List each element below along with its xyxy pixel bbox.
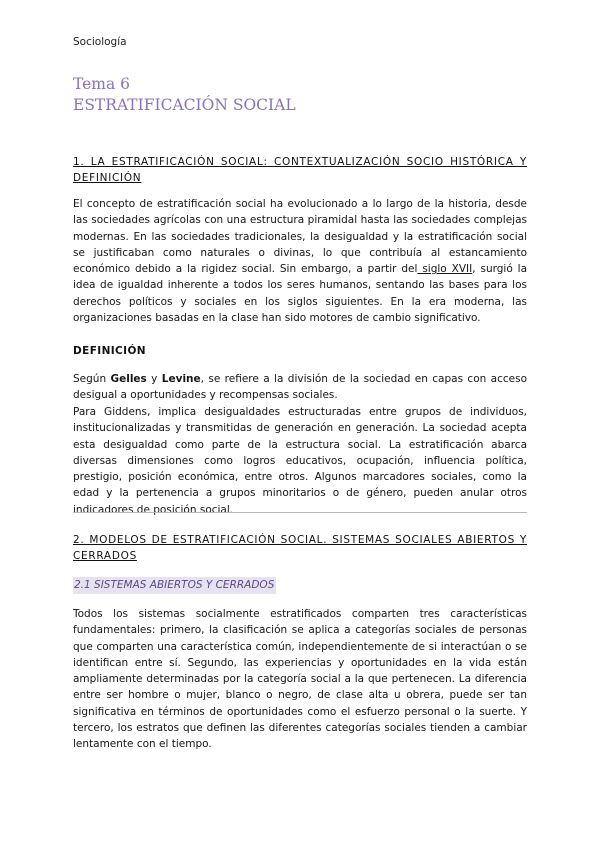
page-title: ESTRATIFICACIÓN SOCIAL [73,96,296,114]
siglo-xvii-link: siglo XVII [417,263,473,276]
definition-paragraph [73,371,527,404]
section-1-heading: 1. LA ESTRATIFICACIÓN SOCIAL: CONTEXTUALIZACIÓN SOCIO HISTÓRICA Y DEFINICIÓN [73,156,527,184]
section-1-intro-paragraph [73,196,527,326]
intro-text-part-2: , surgió la idea de igualdad inherente a todos los seres humanos, sentando las bases para los derechos políticos y sociales en los siglos siguientes. En la era moderna, las organizaciones basadas en la clase han sido motores de cambio significativo. [73,263,528,325]
author-gelles: Gelles [110,373,147,385]
unit-number: Tema 6 [73,75,131,93]
def-rest: , se refiere a la división de la sociedad en capas con acceso desigual a oportunidades y recompensas sociales. [73,373,527,402]
section-divider [73,512,527,513]
section-2-1-subheading: 2.1 SISTEMAS ABIERTOS Y CERRADOS [73,577,276,594]
def-and: y [146,373,162,385]
def-prefix: Según [73,373,111,385]
definition-heading: DEFINICIÓN [73,345,146,357]
author-levine: Levine [161,373,201,385]
giddens-paragraph: Para Giddens, implica desigualdades estructuradas entre grupos de individuos, institucionalizadas y transmitidas de generación en generación. La sociedad acepta esta desigualdad como parte de la estructura social. La estratificación abarca diversas dimensiones como logros educativos, ocupación, influencia política, prestigio, posición económica, entre otros. Algunos marcadores sociales, como la edad y la pertenencia a grupos minoritarios o de género, pueden anular otros indicadores de posición social. [73,406,527,516]
intro-text-part-1: El concepto de estratificación social ha evolucionado a lo largo de la historia, desde las sociedades agrícolas con una estructura piramidal hasta las sociedades complejas modernas. En las sociedades tradicionales, la desigualdad y la estratificación social se justificaban como naturales o divinas, lo que contribuía al estancamiento económico debido a la rigidez social. Sin embargo, a partir del [73,198,527,276]
section-2-heading: 2. MODELOS DE ESTRATIFICACIÓN SOCIAL. SISTEMAS SOCIALES ABIERTOS Y CERRADOS [73,534,527,562]
page-header-subject: Sociología [73,36,127,48]
section-2-1-paragraph: Todos los sistemas socialmente estratificados comparten tres características fundamentales: primero, la clasificación se aplica a categorías sociales de personas que comparten una característica común, independientemente de si interactúan o se identifican entre sí. Segundo, las experiencias y oportunidades en la vida están ampliamente determinadas por la categoría social a la que pertenecen. La diferencia entre ser hombre o mujer, blanco o negro, de clase alta u obrera, puede ser tan significativa en términos de oportunidades como el esfuerzo personal o la suerte. Y tercero, los estratos que definen las diferentes categorías sociales tienden a cambiar lentamente con el tiempo. [73,608,527,751]
